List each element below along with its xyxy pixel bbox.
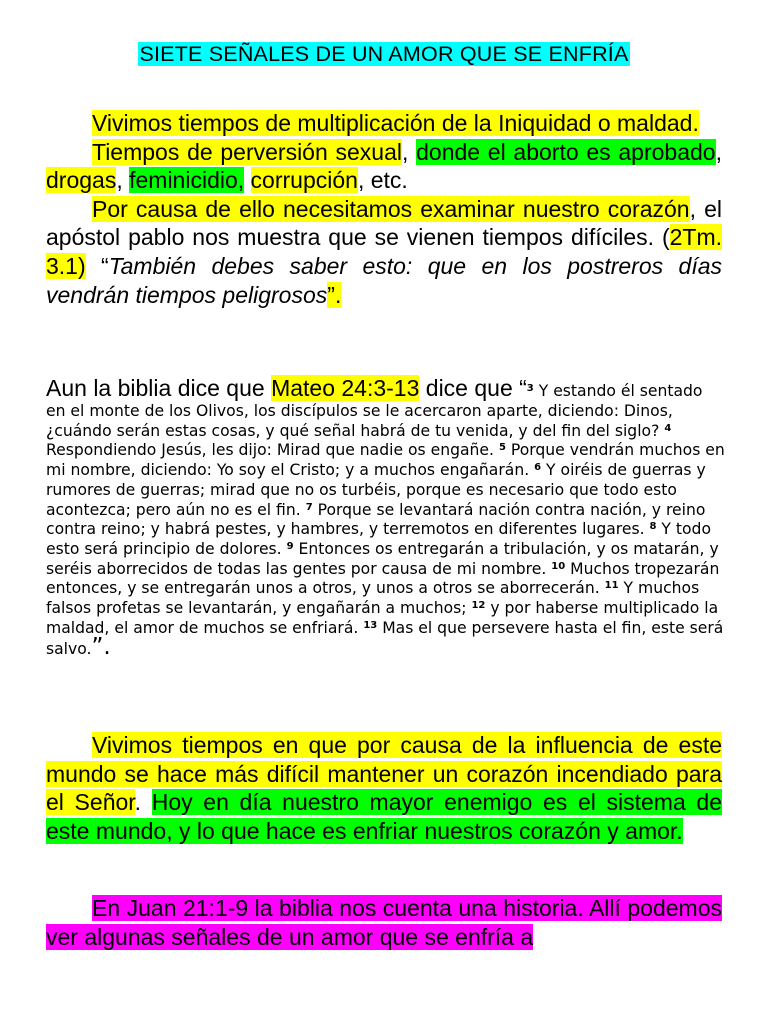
- paragraph-world-influence: [46, 731, 722, 845]
- plain-text: dice que “: [419, 375, 527, 401]
- verse-text: y por haberse multiplicado la maldad, el amor de muchos se enfriará.: [46, 599, 719, 637]
- separator: [244, 167, 250, 193]
- highlight-yellow: corrupción: [250, 167, 358, 194]
- verse-text: Porque vendrán muchos en mi nombre, diciendo: Yo soy el Cristo; y a muchos engañarán.: [46, 441, 725, 480]
- scripture-reference: Mateo 24:3-13: [271, 375, 420, 401]
- title-block: [0, 42, 768, 67]
- matthew-passage: [46, 374, 726, 660]
- verse-number: 10: [551, 560, 566, 572]
- highlight-yellow: Tiempos de perversión sexual: [92, 138, 402, 165]
- verse-text: Muchos tropezarán entonces, y se entregarán unos a otros, y unos a otros se aborrecerán.: [46, 559, 720, 598]
- paragraph-iniquity: [46, 109, 722, 138]
- verse-text: Y muchos falsos profetas se levantarán, y engañarán a muchos;: [46, 579, 700, 618]
- verse-number: 13: [363, 619, 378, 631]
- highlight-magenta: En Juan 21:1-9 la biblia nos cuenta una historia. Allí podemos ver algunas señales de un amor que se enfría a: [46, 895, 722, 950]
- verse-text: Mas el que persevere hasta el fin, este será salvo.: [46, 618, 724, 659]
- intro-section: [46, 109, 722, 309]
- closing-quote: ”.: [91, 634, 111, 661]
- verse-number: 12: [471, 600, 486, 612]
- plain-text: “: [85, 252, 109, 279]
- scripture-quote: También debes saber esto: que en los postreros días vendrán tiempos peligrosos: [46, 252, 722, 308]
- highlight-yellow: ”.: [327, 281, 342, 308]
- verse-text: Respondiendo Jesús, les dijo: Mirad que nadie os engañe.: [46, 441, 499, 460]
- highlight-green: feminicidio,: [129, 167, 245, 194]
- separator: ,: [116, 167, 130, 194]
- document-title: SIETE SEÑALES DE UN AMOR QUE SE ENFRÍA: [139, 42, 629, 66]
- verse-text: Y estando él sentado en el monte de los Olivos, los discípulos se le acercaron aparte, diciendo: Dinos, ¿cuándo serán estas cosas, y qué señal habrá de tu venida, y del fin del siglo?: [46, 382, 703, 440]
- highlight-green: donde el aborto es aprobado: [416, 138, 716, 165]
- verse-number: 7: [305, 501, 313, 513]
- verse-number: 4: [664, 422, 672, 434]
- verse-text: Y todo esto será principio de dolores.: [46, 520, 712, 558]
- verse-number: 8: [649, 521, 657, 533]
- highlight-yellow: Por causa de ello necesitamos examinar nuestro corazón: [92, 195, 690, 222]
- verse-number: 9: [286, 540, 294, 552]
- plain-text: , el apóstol pablo nos muestra que se vienen tiempos difíciles. (: [46, 195, 722, 251]
- plain-text: , etc.: [357, 167, 408, 194]
- scripture-reference: 2Tm. 3.1): [46, 224, 722, 279]
- verse-number: 6: [534, 462, 542, 474]
- john-section: [46, 894, 722, 951]
- world-influence-section: [46, 731, 722, 845]
- paragraph-examine-heart: [46, 195, 722, 309]
- highlight-yellow: drogas: [46, 167, 117, 194]
- verse-text: Porque se levantará nación contra nación, y reino contra reino; y habrá pestes, y hambres, y terremotos en diferentes lugares.: [46, 500, 706, 539]
- verse-number: 3: [526, 383, 534, 394]
- highlight-yellow: Vivimos tiempos en que por causa de la influencia de este mundo se hace más difícil mantener un corazón incendiado para el Señor: [46, 732, 722, 816]
- verse-number: 11: [604, 580, 619, 592]
- verse-number: 5: [498, 442, 506, 454]
- verse-text: Y oiréis de guerras y rumores de guerras; mirad que no os turbéis, porque es necesario que todo esto acontezca; pero aún no es el fin.: [46, 461, 706, 519]
- plain-text: .: [134, 789, 152, 816]
- verse-text: Entonces os entregarán a tribulación, y os matarán, y seréis aborrecidos de todas las gentes por causa de mi nombre.: [46, 539, 719, 578]
- separator: ,: [715, 138, 722, 165]
- highlight-green: Hoy en día nuestro mayor enemigo es el sistema de este mundo, y lo que hace es enfriar nuestros corazón y amor.: [46, 789, 722, 844]
- highlight-yellow: Vivimos tiempos de multiplicación de la Iniquidad o maldad.: [92, 110, 699, 136]
- paragraph-john-21: [46, 894, 722, 951]
- paragraph-perversion: [46, 138, 722, 195]
- separator: ,: [401, 138, 417, 165]
- plain-text: Aun la biblia dice que: [46, 375, 272, 401]
